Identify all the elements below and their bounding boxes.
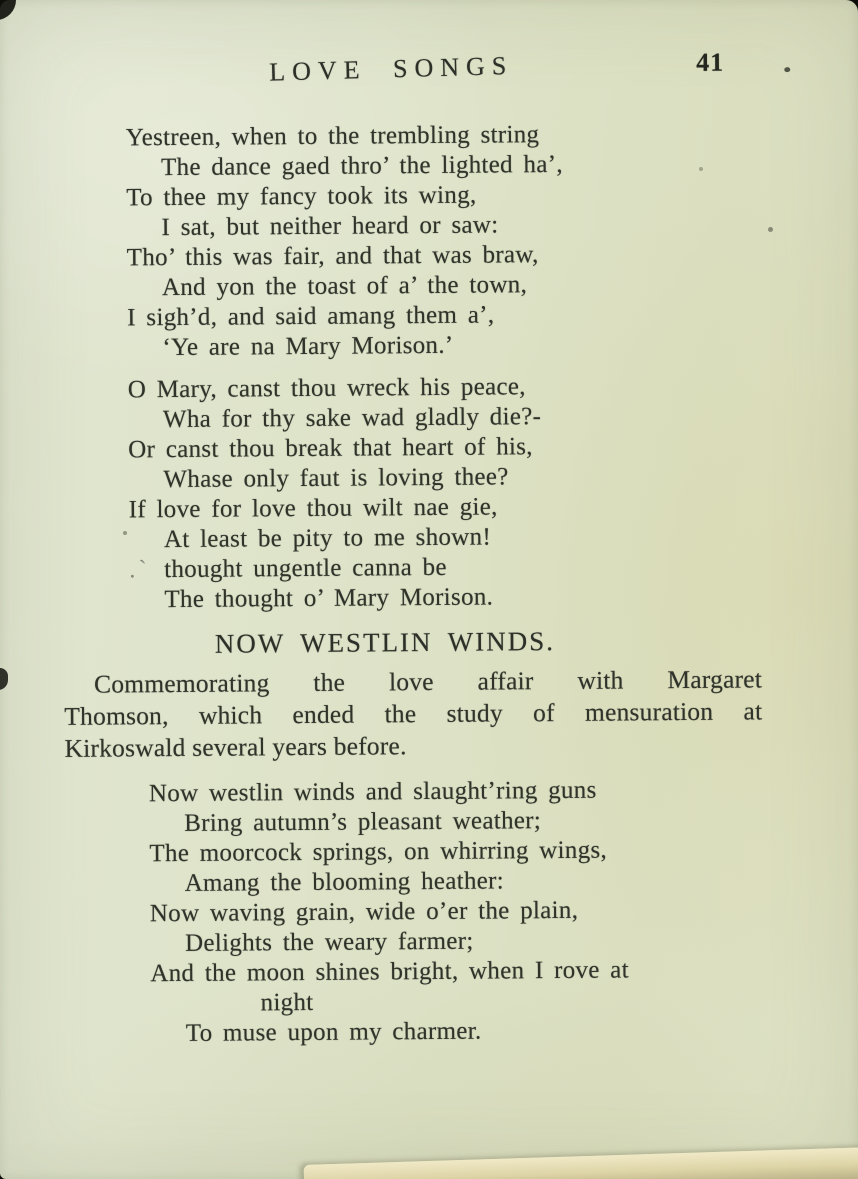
commentary-line: Commemorating the love affair with Margaret bbox=[93, 664, 763, 699]
page-number: 41 bbox=[696, 47, 725, 77]
poem-mary-morison bbox=[126, 118, 858, 616]
ink-speck bbox=[768, 227, 773, 232]
poem-line: ‘Ye are na Mary Morison.’ bbox=[162, 331, 454, 362]
poem-line: The thought o’ Mary Morison. bbox=[164, 583, 494, 614]
ink-speck bbox=[123, 531, 127, 535]
running-title: LOVE SONGS bbox=[268, 50, 514, 87]
poem-line: Now westlin winds and slaught’ring guns bbox=[148, 776, 597, 808]
poem-line: Yestreen, when to the trembling string bbox=[125, 121, 540, 152]
ink-speck bbox=[699, 167, 703, 171]
poem-line: If love for love thou wilt nae gie, bbox=[128, 493, 498, 524]
commentary-line: Kirkoswald several years before. bbox=[64, 731, 407, 763]
poem-line: Bring autumn’s pleasant weather; bbox=[184, 807, 542, 837]
page-header bbox=[0, 47, 855, 94]
poem-line: At least be pity to me shown! bbox=[163, 523, 492, 554]
poem-line: Wha for thy sake wad gladly die?- bbox=[162, 403, 542, 434]
stanza bbox=[149, 774, 858, 1050]
stanza bbox=[126, 118, 858, 364]
commentary-paragraph bbox=[64, 663, 763, 764]
stanza bbox=[128, 370, 858, 616]
poem-line: To muse upon my charmer. bbox=[185, 1017, 482, 1047]
section-heading: NOW WESTLIN WINDS. bbox=[214, 626, 556, 659]
poem-line: Whase only faut is loving thee? bbox=[163, 463, 509, 494]
poem-line: I sat, but neither heard or saw: bbox=[161, 211, 499, 242]
poem-line: Now waving grain, wide o’er the plain, bbox=[149, 896, 579, 928]
poem-line: I sigh’d, and said amang them a’, bbox=[127, 301, 495, 332]
poem-line: Or canst thou break that heart of his, bbox=[128, 433, 533, 464]
poem-now-westlin-winds bbox=[149, 774, 858, 1050]
poem-line: .` thought ungentle canna be bbox=[129, 553, 447, 584]
poem-line: And yon the toast of a’ the town, bbox=[161, 271, 528, 302]
poem-line: To thee my fancy took its wing, bbox=[126, 181, 477, 212]
poem-line: And the moon shines bright, when I rove at bbox=[150, 956, 630, 988]
poem-line: Amang the blooming heather: bbox=[184, 867, 505, 897]
faint-print-mark: .` bbox=[129, 556, 150, 584]
poem-line: night bbox=[260, 988, 314, 1017]
poem-line: The moorcock springs, on whirring wings, bbox=[149, 836, 608, 868]
commentary-line: Thomson, which ended the study of mensuration at bbox=[64, 696, 763, 731]
poem-line: O Mary, canst thou wreck his peace, bbox=[127, 373, 526, 404]
margin-ink-dot bbox=[784, 67, 790, 72]
poem-line: Tho’ this was fair, and that was braw, bbox=[126, 241, 539, 272]
poem-line: The dance gaed thro’ the lighted ha’, bbox=[160, 150, 563, 182]
poem-line: Delights the weary farmer; bbox=[185, 927, 474, 957]
